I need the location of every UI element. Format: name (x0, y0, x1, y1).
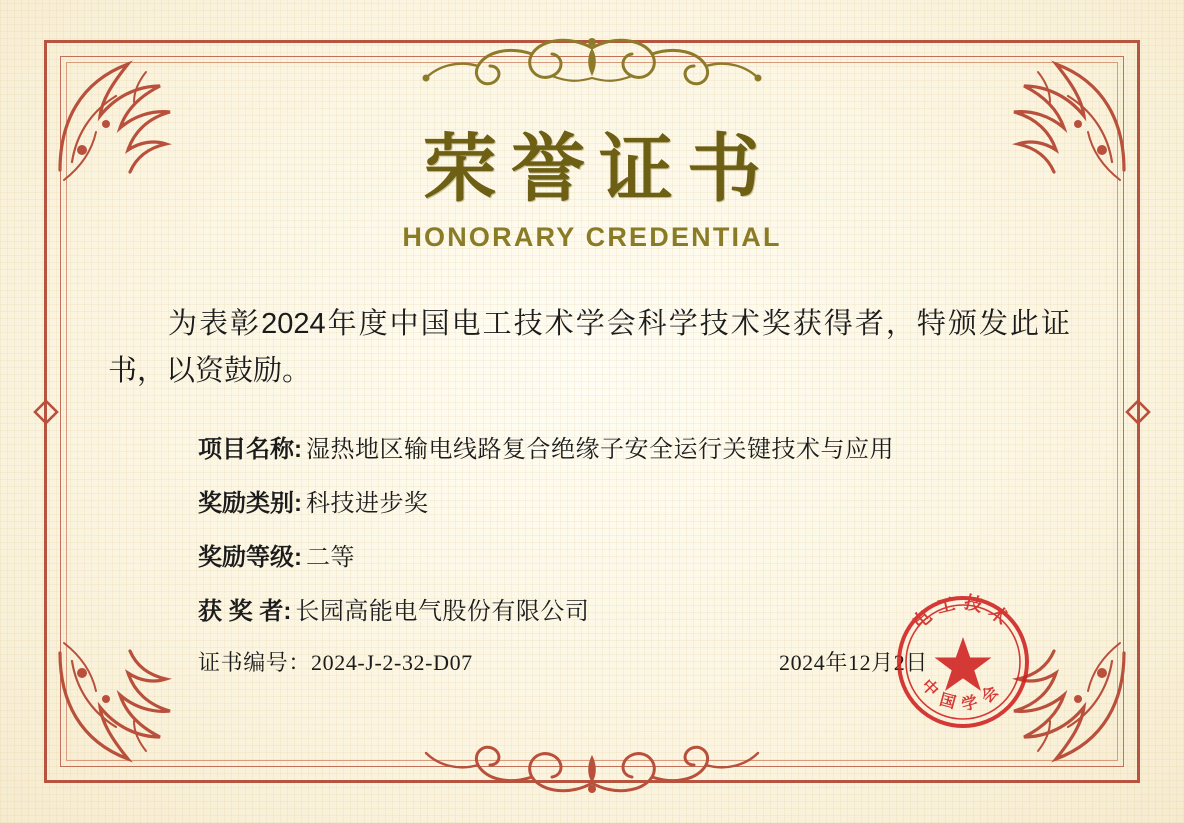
field-value: 科技进步奖 (306, 490, 429, 517)
field-label: 获 奖 者: (198, 597, 292, 625)
certificate-body-paragraph (108, 301, 1070, 395)
field-label: 奖励类别: (198, 489, 302, 517)
field-row-award-category (198, 483, 1094, 518)
certificate-title-chinese: 荣誉证书 (423, 129, 775, 211)
side-accent-left (33, 399, 59, 425)
certificate-number-value: 2024-J-2-32-D07 (311, 650, 473, 675)
svg-text:电工技术: 电工技术 (908, 591, 1018, 633)
field-label: 奖励等级: (198, 543, 302, 571)
field-value: 长园高能电气股份有限公司 (295, 598, 590, 625)
certificate-title-english: HONORARY CREDENTIAL (402, 221, 782, 252)
field-label: 项目名称: (198, 435, 302, 463)
svg-text:中国学会: 中国学会 (917, 676, 1009, 715)
issue-date: 2024年12月2日 (778, 650, 928, 675)
field-value: 二等 (306, 544, 355, 571)
body-paragraph-text: 为表彰2024年度中国电工技术学会科学技术奖获得者，特颁发此证书，以资鼓励。 (108, 307, 1070, 387)
certificate-number-label: 证书编号： (198, 650, 312, 675)
field-row-award-level (198, 537, 1094, 572)
field-value: 湿热地区输电线路复合绝缘子安全运行关键技术与应用 (306, 436, 894, 463)
side-accent-right (1125, 399, 1151, 425)
official-seal-stamp (890, 589, 1036, 735)
certificate-number (198, 646, 473, 677)
field-row-project-name (198, 429, 1094, 464)
